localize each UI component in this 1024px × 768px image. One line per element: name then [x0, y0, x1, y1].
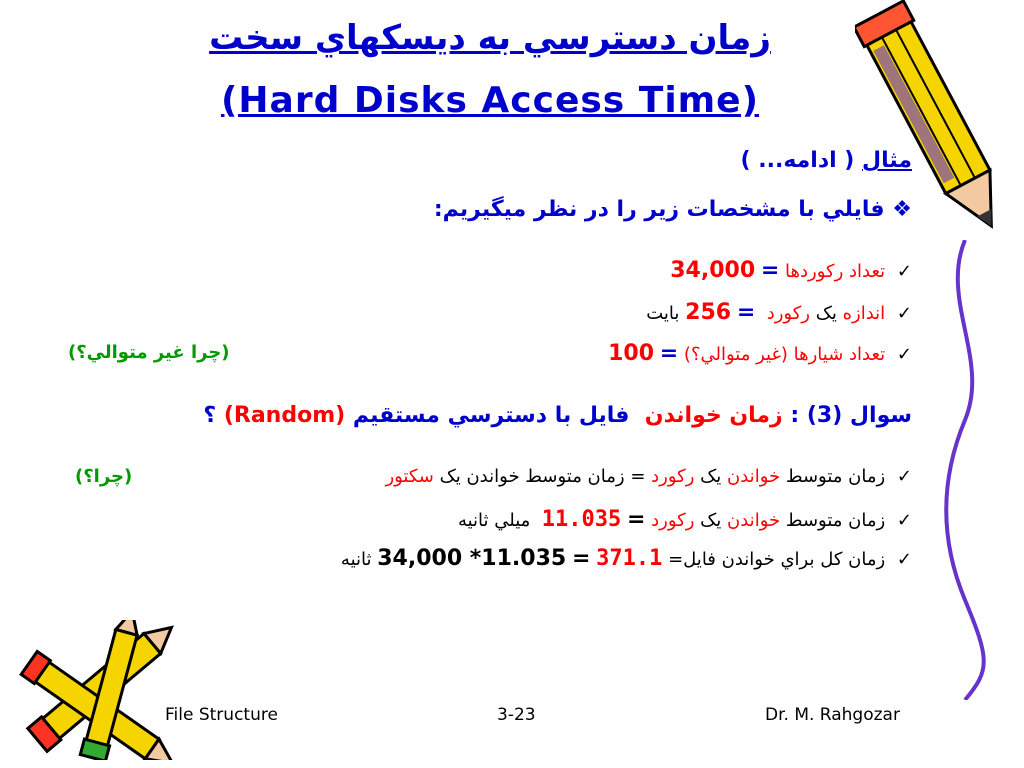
calc-expr: 34,000 *11.035	[377, 546, 567, 571]
calc-why-note: (چرا؟)	[75, 466, 133, 487]
question-mark: ؟	[203, 403, 217, 428]
intro-text: فايلي با مشخصات زير را در نظر ميگيريم:	[433, 197, 885, 222]
question-line	[203, 403, 912, 428]
spec-value: 34,000	[670, 258, 756, 283]
calc-row-total-time	[341, 546, 912, 571]
spec-label-a: اندازه	[842, 303, 886, 324]
calc-a: زمان متوسط	[785, 466, 886, 487]
calc-a: زمان کل براي خواندن فايل=	[668, 549, 886, 570]
check-icon: ✓	[896, 549, 912, 570]
spec-row-record-size	[646, 300, 912, 325]
calc-b: خواندن	[727, 510, 781, 531]
spec-op: =	[659, 341, 679, 366]
calc-op: =	[626, 507, 646, 532]
footer-left: File Structure	[165, 705, 278, 725]
diamond-bullet-icon: ❖	[892, 197, 912, 222]
spec-note: (غير متوالي؟)	[683, 344, 788, 365]
calc-op: =	[571, 546, 591, 571]
example-label: مثال	[862, 148, 912, 173]
calc-unit: ميلي ثانيه	[457, 510, 531, 531]
calc-row-avg-record	[385, 466, 912, 487]
check-icon: ✓	[896, 303, 912, 324]
check-icon: ✓	[896, 344, 912, 365]
wavy-decoration	[935, 240, 995, 700]
question-rest: فايل با دسترسي مستقيم	[352, 403, 630, 428]
check-icon: ✓	[896, 466, 912, 487]
calc-c: يک	[700, 466, 722, 487]
question-prefix: سوال (3) :	[790, 403, 912, 428]
intro-bullet	[434, 197, 912, 222]
calc-e: = زمان متوسط خواندن يک	[439, 466, 646, 487]
example-continuation: ( ادامه... )	[740, 148, 855, 173]
calc-d: رکورد	[651, 466, 695, 487]
footer-page-number: 3-23	[497, 705, 536, 725]
pencils-clipart-bottom-left	[0, 620, 200, 760]
spec-op: =	[760, 258, 780, 283]
calc-value: 11.035	[541, 507, 622, 532]
calc-a: زمان متوسط	[785, 510, 886, 531]
calc-f: سکتور	[385, 466, 434, 487]
spec-row-tracks	[608, 341, 912, 366]
calc-d: رکورد	[651, 510, 695, 531]
calc-unit: ثانيه	[340, 549, 372, 570]
check-icon: ✓	[896, 261, 912, 282]
question-random: (Random)	[223, 403, 346, 428]
spec-row-records	[670, 258, 912, 283]
spec-value: 100	[608, 341, 655, 366]
question-main: زمان خواندن	[644, 403, 783, 428]
calc-b: خواندن	[727, 466, 781, 487]
slide-title-persian: زمان دسترسي به ديسکهاي سخت	[209, 18, 771, 58]
calc-c: يک	[700, 510, 722, 531]
calc-row-avg-record-value	[458, 507, 912, 532]
footer-author: Dr. M. Rahgozar	[765, 705, 900, 725]
spec-label-c: رکورد	[766, 303, 810, 324]
slide-title-english: (Hard Disks Access Time)	[220, 80, 760, 121]
check-icon: ✓	[896, 510, 912, 531]
spec-label: تعداد رکوردها	[785, 261, 886, 282]
spec-why-note: (چرا غير متوالي؟)	[68, 342, 230, 363]
spec-value: 256	[685, 300, 732, 325]
spec-label: تعداد شيارها	[793, 344, 886, 365]
spec-op: =	[736, 300, 756, 325]
example-heading	[741, 148, 912, 173]
calc-value: 371.1	[596, 546, 663, 571]
spec-unit: بايت	[646, 303, 680, 324]
spec-label-b: يک	[815, 303, 837, 324]
